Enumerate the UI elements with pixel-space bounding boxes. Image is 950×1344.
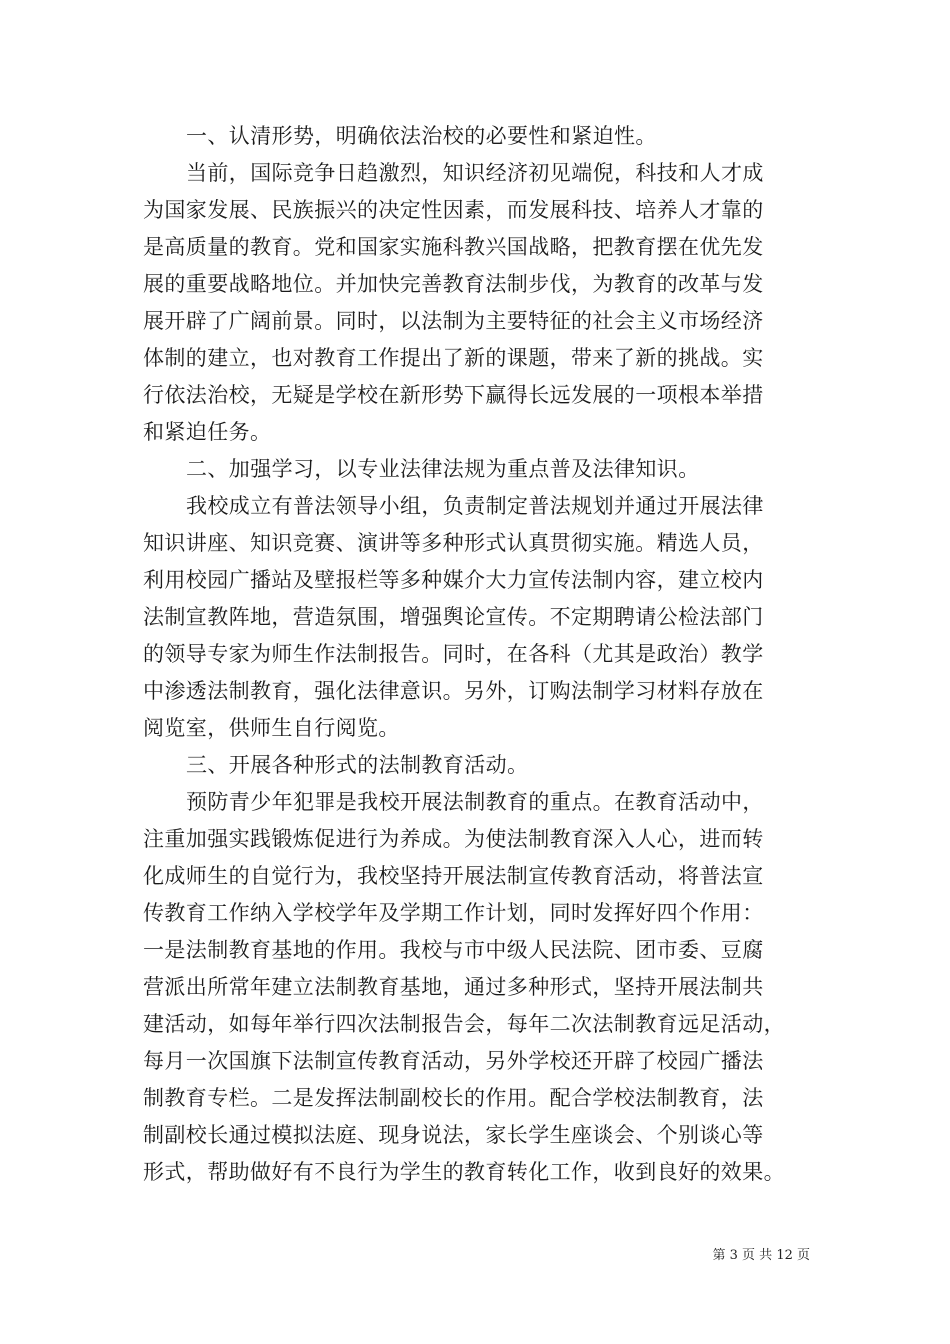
- paragraph-line: 制副校长通过模拟法庭、现身说法，家长学生座谈会、个别谈心等: [143, 1123, 764, 1147]
- section-heading-1: 一、认清形势，明确依法治校的必要性和紧迫性。: [186, 124, 657, 148]
- paragraph-line: 行依法治校，无疑是学校在新形势下赢得长远发展的一项根本举措: [143, 383, 764, 407]
- paragraph-line: 传教育工作纳入学校学年及学期工作计划，同时发挥好四个作用：: [143, 901, 764, 925]
- section-heading-2: 二、加强学习，以专业法律法规为重点普及法律知识。: [186, 457, 700, 481]
- paragraph-line: 为国家发展、民族振兴的决定性因素，而发展科技、培养人才靠的: [143, 198, 764, 222]
- paragraph-line: 展开辟了广阔前景。同时，以法制为主要特征的社会主义市场经济: [143, 309, 764, 333]
- paragraph-line: 预防青少年犯罪是我校开展法制教育的重点。在教育活动中，: [186, 790, 764, 814]
- paragraph-line: 利用校园广播站及壁报栏等多种媒介大力宣传法制内容，建立校内: [143, 568, 764, 592]
- paragraph-line: 和紧迫任务。: [143, 420, 272, 444]
- paragraph-line: 展的重要战略地位。并加快完善教育法制步伐，为教育的改革与发: [143, 272, 764, 296]
- paragraph-line: 当前，国际竞争日趋激烈，知识经济初见端倪，科技和人才成: [186, 161, 764, 185]
- paragraph-line: 注重加强实践锻炼促进行为养成。为使法制教育深入人心，进而转: [143, 827, 764, 851]
- paragraph-line: 是高质量的教育。党和国家实施科教兴国战略，把教育摆在优先发: [143, 235, 764, 259]
- paragraph-line: 建活动，如每年举行四次法制报告会，每年二次法制教育远足活动，: [143, 1012, 785, 1036]
- paragraph-line: 每月一次国旗下法制宣传教育活动，另外学校还开辟了校园广播法: [143, 1049, 764, 1073]
- document-body: [143, 118, 810, 1191]
- paragraph-line: 阅览室，供师生自行阅览。: [143, 716, 400, 740]
- paragraph-line: 知识讲座、知识竞赛、演讲等多种形式认真贯彻实施。精选人员，: [143, 531, 764, 555]
- paragraph-line: 体制的建立，也对教育工作提出了新的课题，带来了新的挑战。实: [143, 346, 764, 370]
- paragraph-line: 形式，帮助做好有不良行为学生的教育转化工作，收到良好的效果。: [143, 1160, 785, 1184]
- section-heading-3: 三、开展各种形式的法制教育活动。: [186, 753, 529, 777]
- page-number-footer: 第 3 页 共 12 页: [712, 1248, 810, 1263]
- paragraph-line: 一是法制教育基地的作用。我校与市中级人民法院、团市委、豆腐: [143, 938, 764, 962]
- paragraph-line: 制教育专栏。二是发挥法制副校长的作用。配合学校法制教育，法: [143, 1086, 764, 1110]
- paragraph-line: 中渗透法制教育，强化法律意识。另外，订购法制学习材料存放在: [143, 679, 764, 703]
- paragraph-line: 法制宣教阵地，营造氛围，增强舆论宣传。不定期聘请公检法部门: [143, 605, 764, 629]
- paragraph-line: 的领导专家为师生作法制报告。同时，在各科（尤其是政治）教学: [143, 642, 764, 666]
- paragraph-line: 我校成立有普法领导小组，负责制定普法规划并通过开展法律: [186, 494, 764, 518]
- paragraph-line: 化成师生的自觉行为，我校坚持开展法制宣传教育活动，将普法宣: [143, 864, 764, 888]
- paragraph-line: 营派出所常年建立法制教育基地，通过多种形式，坚持开展法制共: [143, 975, 764, 999]
